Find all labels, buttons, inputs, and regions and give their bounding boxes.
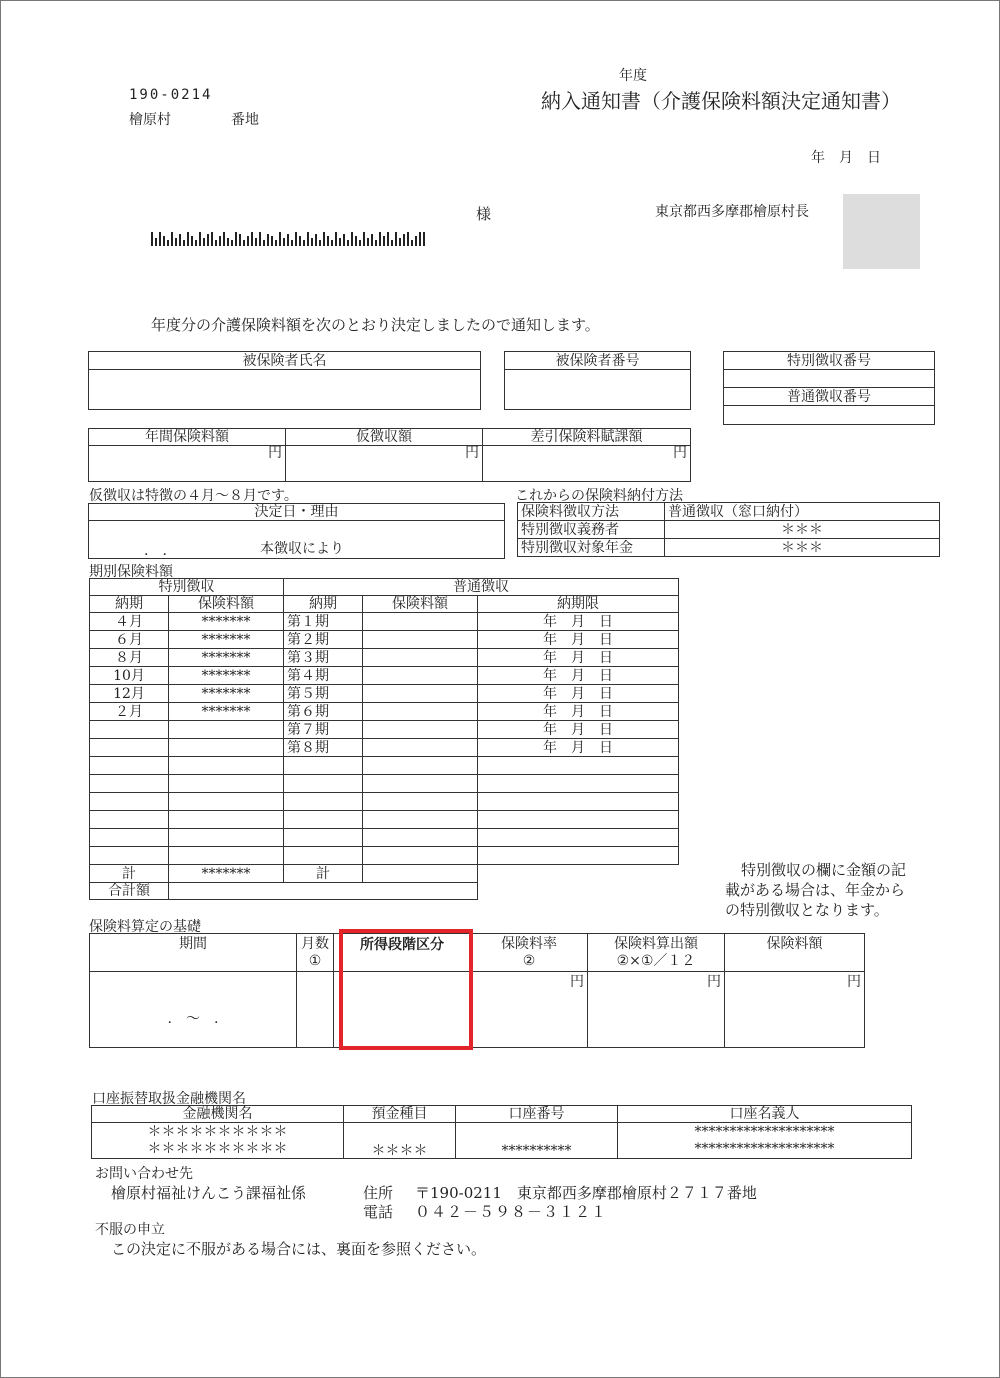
special-amount-1: *******: [169, 613, 284, 631]
address-village: 檜原村: [129, 112, 171, 128]
normal-deadline-2: 年 月 日: [478, 631, 679, 649]
decision-header: 決定日・理由: [89, 504, 505, 521]
normal-period-2: 第２期: [284, 631, 363, 649]
assessed-amount-unit: 円: [483, 446, 691, 482]
special-period-5: 12月: [90, 685, 169, 703]
normal-total-amount: [363, 865, 478, 883]
normal-deadline-4: 年 月 日: [478, 667, 679, 685]
special-amount-6: *******: [169, 703, 284, 721]
installments-title: 期別保険料額: [89, 564, 173, 580]
intro-text: 年度分の介護保険料額を次のとおり決定しましたので通知します。: [151, 316, 600, 334]
account-holder-header: 口座名義人: [618, 1106, 912, 1123]
normal-total-label: 計: [284, 865, 363, 883]
provisional-amount-header: 仮徴収額: [286, 429, 483, 446]
bank-name-line-2: ＊＊＊＊＊＊＊＊＊＊: [147, 1140, 288, 1157]
normal-period-4: 第４期: [284, 667, 363, 685]
side-note-line-3: の特別徴収となります。: [725, 901, 889, 919]
calc-amount-header: [588, 934, 725, 972]
special-collection-header: 特別徴収: [90, 579, 284, 596]
fiscal-year-label: 年度: [619, 68, 647, 84]
calc-income-class-header: 所得段階区分: [334, 934, 471, 972]
contact-address: 〒190-0211 東京都西多摩郡檜原村２７１７番地: [415, 1184, 757, 1202]
address-banchi: 番地: [231, 112, 259, 128]
issue-date: 年 月 日: [811, 150, 881, 166]
special-total-amount: *******: [169, 865, 284, 883]
bank-name-value: [92, 1123, 344, 1159]
insured-name-header: 被保険者氏名: [89, 352, 481, 370]
normal-deadline-6: 年 月 日: [478, 703, 679, 721]
assessed-amount-header: 差引保険料賦課額: [483, 429, 691, 446]
side-note-line-2: 載がある場合は、年金から: [725, 881, 906, 899]
contact-phone: ０４２－５９８－３１２１: [415, 1203, 608, 1221]
calc-amount-formula: ②×①／１２: [616, 952, 696, 969]
insured-number-value: [505, 370, 691, 410]
calc-rate-mark: ②: [522, 952, 536, 969]
normal-deadline-5: 年 月 日: [478, 685, 679, 703]
normal-deadline-1: 年 月 日: [478, 613, 679, 631]
special-period-2: ６月: [90, 631, 169, 649]
contact-department: 檜原村福祉けんこう課福祉係: [111, 1184, 307, 1202]
contact-title: お問い合わせ先: [95, 1166, 193, 1182]
calc-rate-label: 保険料率: [501, 936, 557, 952]
calc-period-header: 期間: [90, 934, 297, 972]
normal-amount-2: [363, 631, 478, 649]
collection-method-value: 普通徴収（窓口納付）: [665, 503, 940, 521]
deposit-type-header: 預金種目: [344, 1106, 456, 1123]
bank-table: [91, 1105, 912, 1159]
special-amount-3: *******: [169, 649, 284, 667]
page-title: 納入通知書（介護保険料額決定通知書）: [541, 89, 901, 113]
normal-period-1: 第１期: [284, 613, 363, 631]
normal-deadline-8: 年 月 日: [478, 739, 679, 757]
decision-table: [88, 503, 505, 559]
insured-name-value: [89, 370, 481, 410]
special-amount-2: *******: [169, 631, 284, 649]
special-amount-4: *******: [169, 667, 284, 685]
installments-table: [89, 578, 679, 900]
normal-deadline-col: 納期限: [478, 596, 679, 613]
special-period-1: ４月: [90, 613, 169, 631]
special-period-4: 10月: [90, 667, 169, 685]
special-collection-number-header: 特別徴収番号: [724, 352, 935, 370]
normal-period-7: 第７期: [284, 721, 363, 739]
account-holder-line-1: ********************: [694, 1123, 835, 1140]
bank-title: 口座振替取扱金融機関名: [92, 1091, 246, 1107]
insured-name-table: [88, 351, 481, 410]
special-amount-5: *******: [169, 685, 284, 703]
normal-amount-col: 保険料額: [363, 596, 478, 613]
normal-deadline-3: 年 月 日: [478, 649, 679, 667]
normal-collection-number-header: 普通徴収番号: [724, 388, 935, 406]
special-period-col: 納期: [90, 596, 169, 613]
account-holder-line-2: ********************: [694, 1140, 835, 1157]
special-amount-col: 保険料額: [169, 596, 284, 613]
seal-placeholder: [843, 194, 920, 269]
insured-number-header: 被保険者番号: [505, 352, 691, 370]
income-class-highlight: [339, 929, 473, 1050]
postal-code: 190-0214: [129, 87, 213, 103]
normal-period-6: 第６期: [284, 703, 363, 721]
calc-period-value: . ～ .: [90, 972, 297, 1048]
calc-months-header: [297, 934, 334, 972]
calc-months-label: 月数: [301, 936, 329, 952]
normal-period-5: 第５期: [284, 685, 363, 703]
future-payment-table: [517, 502, 940, 557]
calc-premium-header: 保険料額: [725, 934, 865, 972]
calc-amount-unit: 円: [588, 972, 725, 1048]
collection-method-label: 保険料徴収方法: [518, 503, 665, 521]
bank-name-header: 金融機関名: [92, 1106, 344, 1123]
normal-collection-header: 普通徴収: [284, 579, 679, 596]
account-number-value: **********: [456, 1123, 618, 1159]
special-period-3: ８月: [90, 649, 169, 667]
special-collection-number-value: [724, 370, 935, 388]
annual-premium-header: 年間保険料額: [89, 429, 286, 446]
appeal-text: この決定に不服がある場合には、裏面を参照ください。: [111, 1240, 487, 1258]
provisional-note: 仮徴収は特徴の４月～８月です。: [89, 488, 298, 504]
calc-rate-unit: 円: [471, 972, 588, 1048]
annual-premium-unit: 円: [89, 446, 286, 482]
collection-obligor-value: ＊＊＊: [665, 521, 940, 539]
decision-date: . .: [89, 521, 258, 559]
side-note-line-1: 特別徴収の欄に金額の記: [741, 861, 907, 879]
contact-address-label: 住所: [363, 1184, 394, 1202]
account-holder-value: [618, 1123, 912, 1159]
insured-number-table: [504, 351, 691, 410]
bank-name-line-1: ＊＊＊＊＊＊＊＊＊＊: [147, 1123, 288, 1140]
normal-period-3: 第３期: [284, 649, 363, 667]
calc-months-mark: ①: [308, 952, 322, 969]
provisional-amount-unit: 円: [286, 446, 483, 482]
calc-months-value: [297, 972, 334, 1048]
calc-rate-header: [471, 934, 588, 972]
contact-phone-label: 電話: [363, 1203, 394, 1221]
account-number-header: 口座番号: [456, 1106, 618, 1123]
future-payment-title: これからの保険料納付方法: [515, 488, 683, 504]
normal-collection-number-value: [724, 406, 935, 425]
collection-number-table: [723, 351, 935, 425]
issuer-name: 東京都西多摩郡檜原村長: [655, 204, 809, 220]
normal-amount-5: [363, 685, 478, 703]
deposit-type-value: ＊＊＊＊: [344, 1123, 456, 1159]
normal-deadline-7: 年 月 日: [478, 721, 679, 739]
calc-amount-label: 保険料算出額: [614, 936, 698, 952]
grand-total-value: [169, 883, 478, 900]
normal-period-8: 第８期: [284, 739, 363, 757]
normal-amount-1: [363, 613, 478, 631]
special-period-6: ２月: [90, 703, 169, 721]
normal-amount-3: [363, 649, 478, 667]
postal-barcode: [151, 232, 459, 246]
normal-amount-4: [363, 667, 478, 685]
amounts-table: [88, 428, 691, 482]
normal-amount-6: [363, 703, 478, 721]
collection-obligor-label: 特別徴収義務者: [518, 521, 665, 539]
target-pension-value: ＊＊＊: [665, 539, 940, 557]
decision-reason: 本徴収により: [257, 521, 505, 559]
calc-basis-title: 保険料算定の基礎: [89, 919, 201, 935]
grand-total-label: 合計額: [90, 883, 169, 900]
appeal-title: 不服の申立: [95, 1222, 165, 1238]
calc-basis-table: [89, 933, 865, 1048]
normal-period-col: 納期: [284, 596, 363, 613]
calc-premium-unit: 円: [725, 972, 865, 1048]
recipient-suffix: 様: [476, 205, 492, 223]
target-pension-label: 特別徴収対象年金: [518, 539, 665, 557]
special-total-label: 計: [90, 865, 169, 883]
